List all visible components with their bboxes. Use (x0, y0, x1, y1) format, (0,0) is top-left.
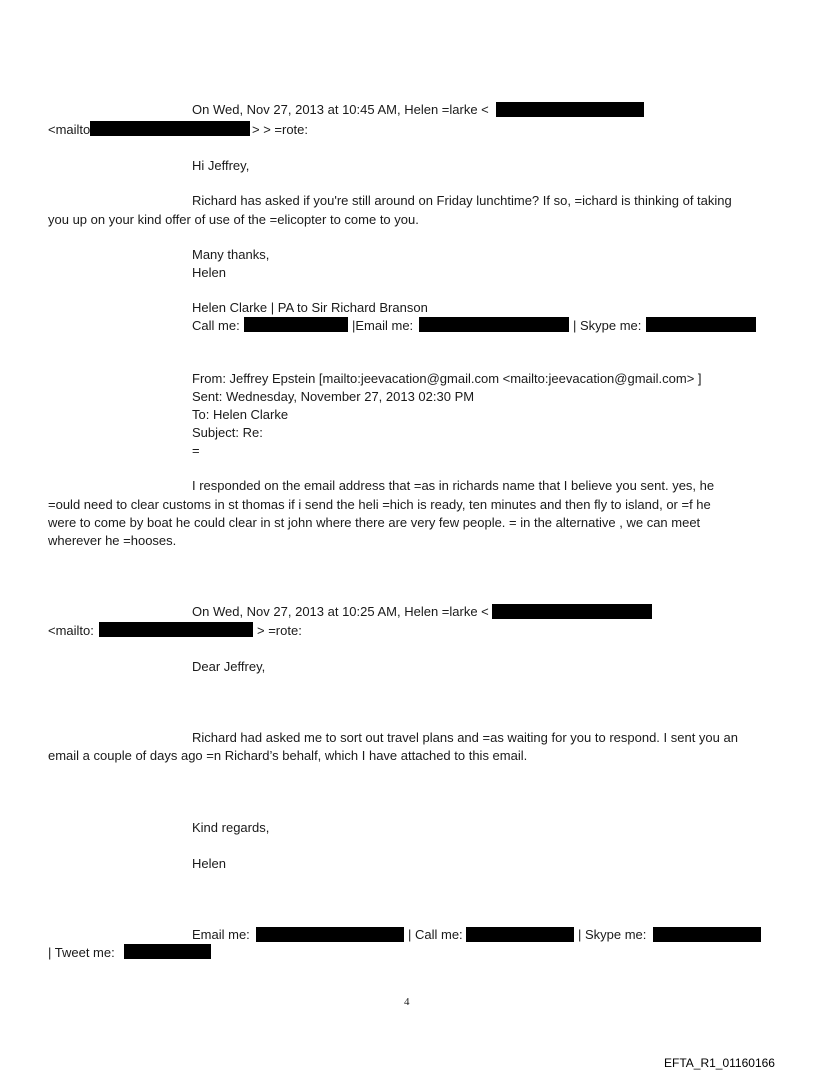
email1-closing-name: Helen (192, 265, 226, 280)
email2-closing: Kind regards, (192, 820, 270, 835)
email1-signature-title: Helen Clarke | PA to Sir Richard Branson (192, 300, 428, 315)
redaction-block (653, 927, 761, 942)
redaction-block (90, 121, 250, 136)
email1-signature-email: |Email me: (352, 318, 414, 333)
email2-greeting: Dear Jeffrey, (192, 659, 266, 674)
email1-greeting: Hi Jeffrey, (192, 158, 250, 173)
document-id-footer: EFTA_R1_01160166 (664, 1056, 775, 1070)
reply-body-line2: =ould need to clear customs in st thomas if i send the heli =hich is ready, ten minutes and then fly to island, or =f he (48, 497, 711, 512)
redaction-block (244, 317, 348, 332)
email1-body-line1: Richard has asked if you're still around on Friday lunchtime? If so, =ichard is thinking of taking (192, 193, 732, 208)
reply-subject: Subject: Re: (192, 425, 263, 440)
reply-body-line4: wherever he =hooses. (48, 533, 177, 548)
redaction-block (492, 604, 652, 619)
email2-header-rote: > =rote: (257, 623, 302, 638)
email2-header-line1: On Wed, Nov 27, 2013 at 10:25 AM, Helen =larke < (192, 604, 489, 619)
email1-signature-call: Call me: (192, 318, 240, 333)
redaction-block (646, 317, 756, 332)
email2-signature-call: | Call me: (408, 927, 463, 942)
reply-sent: Sent: Wednesday, November 27, 2013 02:30 PM (192, 389, 475, 404)
redaction-block (496, 102, 644, 117)
email2-signature-email: Email me: (192, 927, 250, 942)
reply-equals: = (192, 443, 200, 458)
redaction-block (419, 317, 569, 332)
email2-closing-name: Helen (192, 856, 226, 871)
redaction-block (466, 927, 574, 942)
redaction-block (124, 944, 211, 959)
redaction-block (256, 927, 404, 942)
email2-header-mailto: <mailto: (48, 623, 94, 638)
email1-header-rote: > > =rote: (252, 122, 309, 137)
email1-signature-skype: | Skype me: (573, 318, 642, 333)
reply-body-line1: I responded on the email address that =as in richards name that I believe you sent. yes, he (192, 478, 715, 493)
email1-body-line2: you up on your kind offer of use of the =elicopter to come to you. (48, 212, 419, 227)
email2-signature-tweet: | Tweet me: (48, 945, 115, 960)
email1-header-line1: On Wed, Nov 27, 2013 at 10:45 AM, Helen =larke < (192, 102, 489, 117)
reply-to: To: Helen Clarke (192, 407, 289, 422)
email1-header-mailto: <mailto (48, 122, 91, 137)
email2-body-line1: Richard had asked me to sort out travel plans and =as waiting for you to respond. I sent you an (192, 730, 738, 745)
email2-signature-skype: | Skype me: (578, 927, 647, 942)
email2-body-line2: email a couple of days ago =n Richard’s behalf, which I have attached to this email. (48, 748, 528, 763)
reply-body-line3: were to come by boat he could clear in st john where there are very few people. = in the alternative , we can meet (48, 515, 701, 530)
email1-closing: Many thanks, (192, 247, 270, 262)
reply-from: From: Jeffrey Epstein [mailto:jeevacation@gmail.com <mailto:jeevacation@gmail.com> ] (192, 371, 702, 386)
redaction-block (99, 622, 253, 637)
page-number: 4 (404, 996, 410, 1008)
